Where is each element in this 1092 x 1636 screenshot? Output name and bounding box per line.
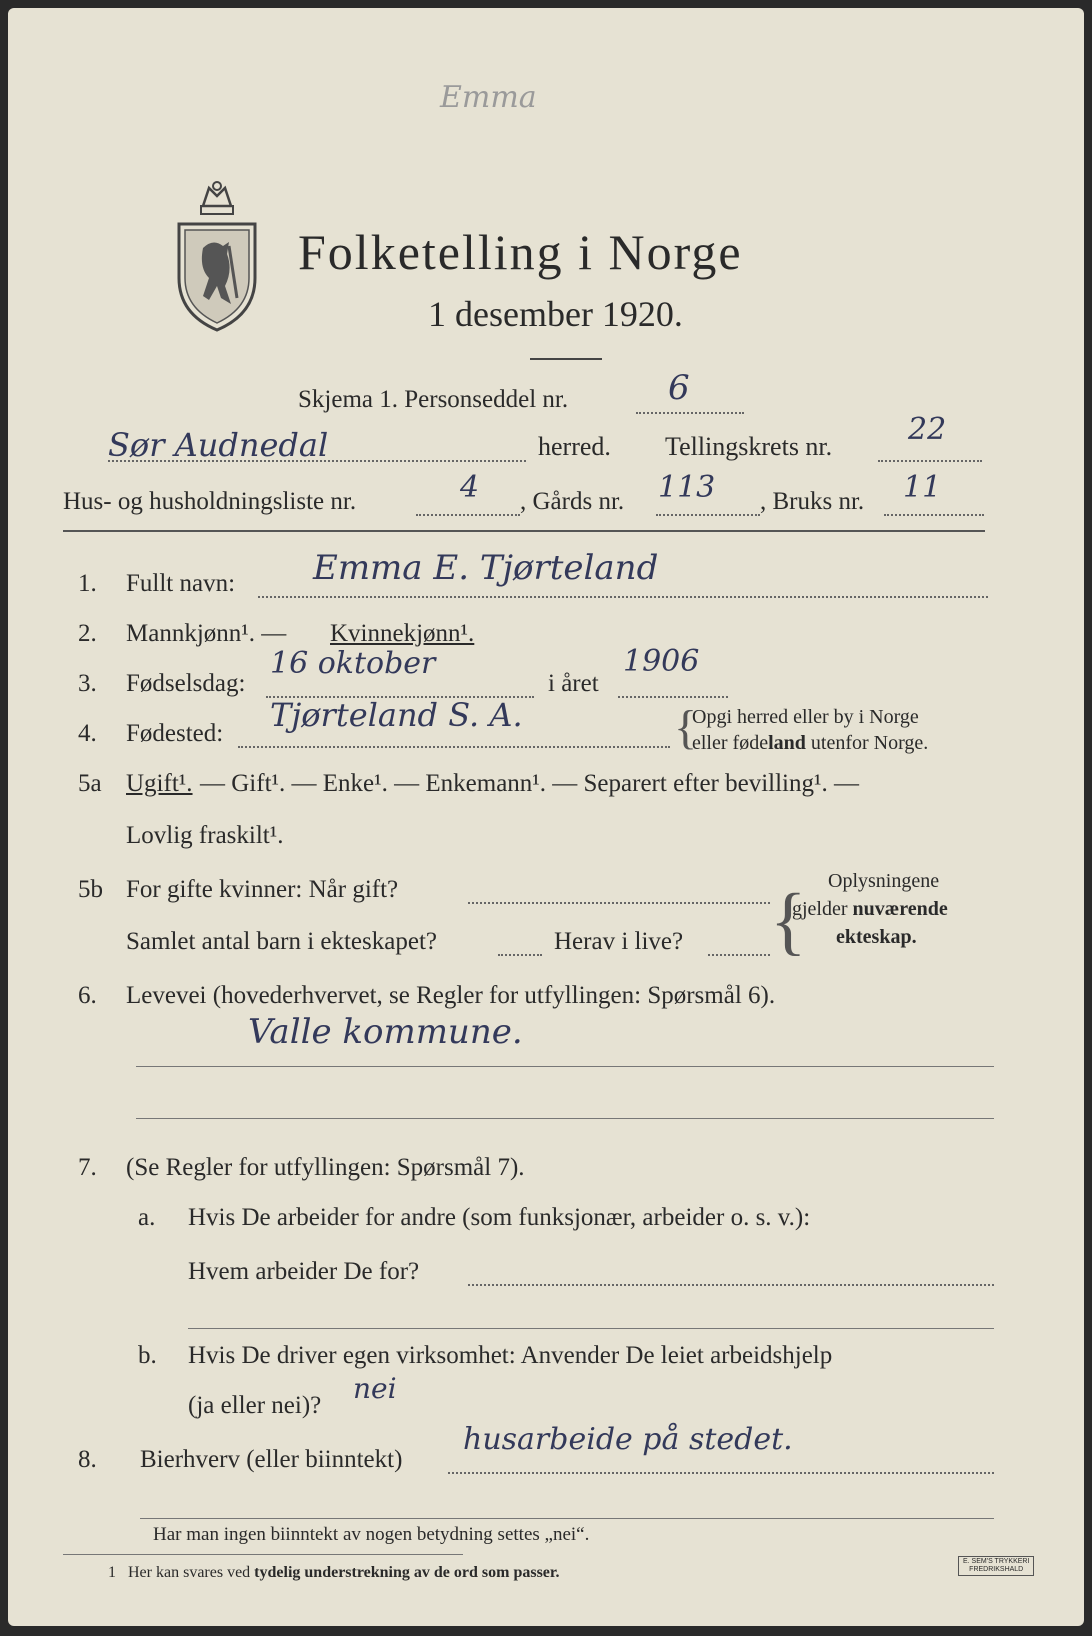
personseddel-value[interactable]: 6 bbox=[668, 368, 690, 408]
gards-label: , Gårds nr. bbox=[520, 488, 625, 515]
q1-full-name-value[interactable]: Emma E. Tjørteland bbox=[313, 548, 659, 588]
herred-value[interactable]: Sør Audnedal bbox=[108, 426, 329, 464]
gards-line bbox=[656, 514, 760, 516]
q7b-text: Hvis De driver egen virksomhet: Anvender De leiet arbeidshjelp bbox=[188, 1342, 833, 1369]
q8-line1 bbox=[448, 1472, 994, 1474]
section-divider bbox=[63, 530, 985, 532]
q5b-note-line2: gjelder nuværende bbox=[792, 898, 948, 920]
q8-number: 8. bbox=[78, 1446, 97, 1473]
q7a-question: Hvem arbeider De for? bbox=[188, 1258, 420, 1285]
q1-label: Fullt navn: bbox=[126, 570, 236, 597]
q1-number: 1. bbox=[78, 570, 97, 597]
q4-number: 4. bbox=[78, 720, 97, 747]
q8-line2 bbox=[140, 1518, 994, 1519]
q5b-note-line1: Oplysningene bbox=[828, 870, 940, 892]
q5a-number: 5a bbox=[78, 770, 102, 797]
q3-label: Fødselsdag: bbox=[126, 670, 246, 697]
q8-label: Bierhverv (eller biinntekt) bbox=[140, 1446, 403, 1473]
q5b-number: 5b bbox=[78, 876, 103, 903]
footer-note: Har man ingen biinntekt av nogen betydning settes „nei“. bbox=[153, 1524, 590, 1545]
q4-brace: { bbox=[674, 701, 698, 754]
norwegian-coat-of-arms-icon bbox=[173, 178, 261, 333]
pencil-note: Emma bbox=[440, 80, 537, 115]
q6-line1 bbox=[136, 1066, 994, 1067]
tellingskrets-value[interactable]: 22 bbox=[908, 412, 947, 447]
q7-number: 7. bbox=[78, 1154, 97, 1181]
q7a-line2 bbox=[188, 1328, 994, 1329]
q5a-fraskilt-option[interactable]: Lovlig fraskilt¹. bbox=[126, 822, 284, 849]
census-form-page bbox=[8, 8, 1084, 1626]
q5a-ugift-option[interactable]: Ugift¹. bbox=[126, 770, 193, 797]
q4-line bbox=[238, 746, 670, 748]
q8-side-income-value[interactable]: husarbeide på stedet. bbox=[463, 1422, 793, 1457]
husliste-label: Hus- og husholdningsliste nr. bbox=[63, 488, 357, 515]
bruks-label: , Bruks nr. bbox=[760, 488, 865, 515]
tellingskrets-label: Tellingskrets nr. bbox=[665, 432, 833, 461]
q3-number: 3. bbox=[78, 670, 97, 697]
q3-year-value[interactable]: 1906 bbox=[623, 644, 700, 679]
q6-number: 6. bbox=[78, 982, 97, 1009]
q5b-brace: { bbox=[770, 879, 807, 963]
q5b-note-line3: ekteskap. bbox=[836, 926, 917, 948]
q5a-other-options[interactable]: — Gift¹. — Enke¹. — Enkemann¹. — Separert efter bevilling¹. — bbox=[200, 770, 859, 797]
q2-number: 2. bbox=[78, 620, 97, 647]
title-divider bbox=[530, 358, 602, 360]
herred-line bbox=[108, 460, 526, 462]
tellingskrets-line bbox=[878, 460, 982, 462]
q7a-letter: a. bbox=[138, 1204, 156, 1231]
printer-mark bbox=[958, 1556, 1034, 1576]
q7-label: (Se Regler for utfyllingen: Spørsmål 7). bbox=[126, 1154, 525, 1181]
q3-year-label: i året bbox=[548, 670, 599, 697]
husliste-line bbox=[416, 514, 520, 516]
q7b-value[interactable]: nei bbox=[353, 1372, 397, 1405]
q4-note-line1: Opgi herred eller by i Norge bbox=[692, 706, 919, 728]
q7b-letter: b. bbox=[138, 1342, 157, 1369]
bruks-line bbox=[884, 514, 984, 516]
footnote: 1 Her kan svares ved tydelig understrekning av de ord som passer. bbox=[108, 1564, 560, 1581]
q5b-children-line bbox=[498, 954, 542, 956]
q4-label: Fødested: bbox=[126, 720, 224, 747]
q3-birthday-value[interactable]: 16 oktober bbox=[270, 646, 436, 681]
q4-note-line2: eller fødeland utenfor Norge. bbox=[692, 732, 929, 754]
q3-year-line bbox=[618, 696, 728, 698]
bruks-value[interactable]: 11 bbox=[903, 470, 942, 505]
q6-occupation-value[interactable]: Valle kommune. bbox=[248, 1012, 523, 1052]
husliste-value[interactable]: 4 bbox=[460, 470, 480, 505]
q6-line2 bbox=[136, 1118, 994, 1119]
q5b-line2-label: Samlet antal barn i ekteskapet? bbox=[126, 928, 437, 955]
q2-female-option[interactable]: Kvinnekjønn¹. bbox=[330, 620, 475, 647]
q7a-line1 bbox=[468, 1284, 994, 1286]
herred-label: herred. bbox=[538, 432, 611, 461]
skjema-label: Skjema 1. Personseddel nr. bbox=[298, 386, 569, 413]
q5b-herav-label: Herav i live? bbox=[554, 928, 684, 955]
footer-divider bbox=[63, 1554, 463, 1555]
q4-birthplace-value[interactable]: Tjørteland S. A. bbox=[270, 696, 523, 734]
form-title: Folketelling i Norge bbox=[298, 224, 743, 280]
q1-line bbox=[258, 596, 988, 598]
q6-label: Levevei (hovederhvervet, se Regler for utfyllingen: Spørsmål 6). bbox=[126, 982, 776, 1009]
printer-line1: E. SEM'S TRYKKERI bbox=[963, 1558, 1030, 1565]
q5b-married-line bbox=[468, 902, 770, 904]
q7b-question: (ja eller nei)? bbox=[188, 1392, 322, 1419]
personseddel-line bbox=[636, 412, 744, 414]
printer-line2: FREDRIKSHALD bbox=[969, 1566, 1024, 1573]
gards-value[interactable]: 113 bbox=[658, 470, 716, 505]
q2-male-option[interactable]: Mannkjønn¹. — bbox=[126, 620, 287, 647]
q5b-alive-line bbox=[708, 954, 770, 956]
form-subtitle: 1 desember 1920. bbox=[428, 294, 683, 334]
q7a-text: Hvis De arbeider for andre (som funksjonær, arbeider o. s. v.): bbox=[188, 1204, 811, 1231]
q5b-line1-label: For gifte kvinner: Når gift? bbox=[126, 876, 399, 903]
